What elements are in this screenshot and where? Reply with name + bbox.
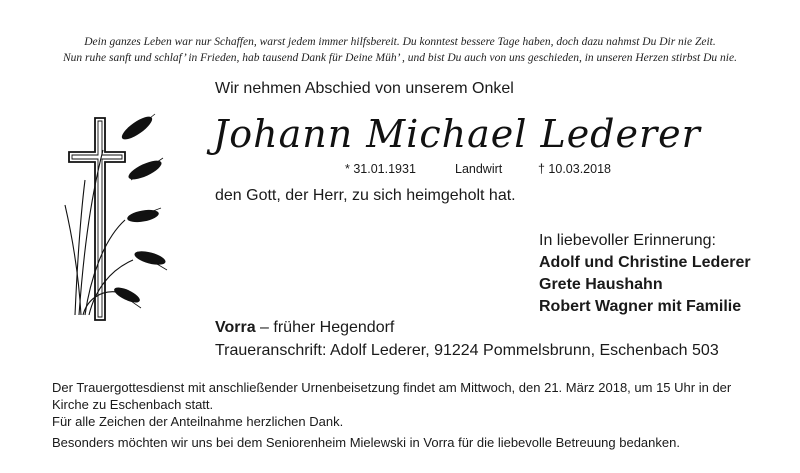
special-thanks-line: Besonders möchten wir uns bei dem Seniorenheim Mielewski in Vorra für die liebevolle Betreuung bedanken. <box>52 435 680 450</box>
mourning-address: Traueranschrift: Adolf Lederer, 91224 Pommelsbrunn, Eschenbach 503 <box>215 342 719 359</box>
poem-line-2: Nun ruhe sanft und schlaf’ in Frieden, hab tausend Dank für Deine Müh’ , und bist Du auch von uns geschieden, in unseren Herzen stirbst Du nie. <box>63 52 737 64</box>
mourner-name: Grete Haushahn <box>539 276 663 293</box>
memory-heading: In liebevoller Erinnerung: <box>539 232 716 249</box>
death-date: † 10.03.2018 <box>538 162 611 176</box>
mourner-name: Robert Wagner mit Familie <box>539 298 742 315</box>
mourner-name: Adolf und Christine Lederer <box>539 254 751 271</box>
poem-line-1: Dein ganzes Leben war nur Schaffen, warst jedem immer hilfsbereit. Du konntest bessere Tage haben, doch dazu nahmst Du Dir nie Zeit. <box>84 36 716 48</box>
birth-date: * 31.01.1931 <box>345 162 416 176</box>
place-line <box>215 319 394 337</box>
former-place: – früher Hegendorf <box>255 319 395 336</box>
intro-text: Wir nehmen Abschied von unserem Onkel <box>215 80 514 97</box>
profession: Landwirt <box>455 162 503 176</box>
service-line-2: Kirche zu Eschenbach statt. <box>52 397 214 412</box>
town-name: Vorra <box>215 319 256 336</box>
cross-with-wheat-icon <box>55 110 170 330</box>
heimgeholt-text: den Gott, der Herr, zu sich heimgeholt hat. <box>215 187 516 204</box>
thanks-line: Für alle Zeichen der Anteilnahme herzlichen Dank. <box>52 414 344 429</box>
deceased-name: Johann Michael Lederer <box>213 112 701 156</box>
service-line-1: Der Trauergottesdienst mit anschließender Urnenbeisetzung findet am Mittwoch, den 21. März 2018, um 15 Uhr in der <box>52 380 732 395</box>
